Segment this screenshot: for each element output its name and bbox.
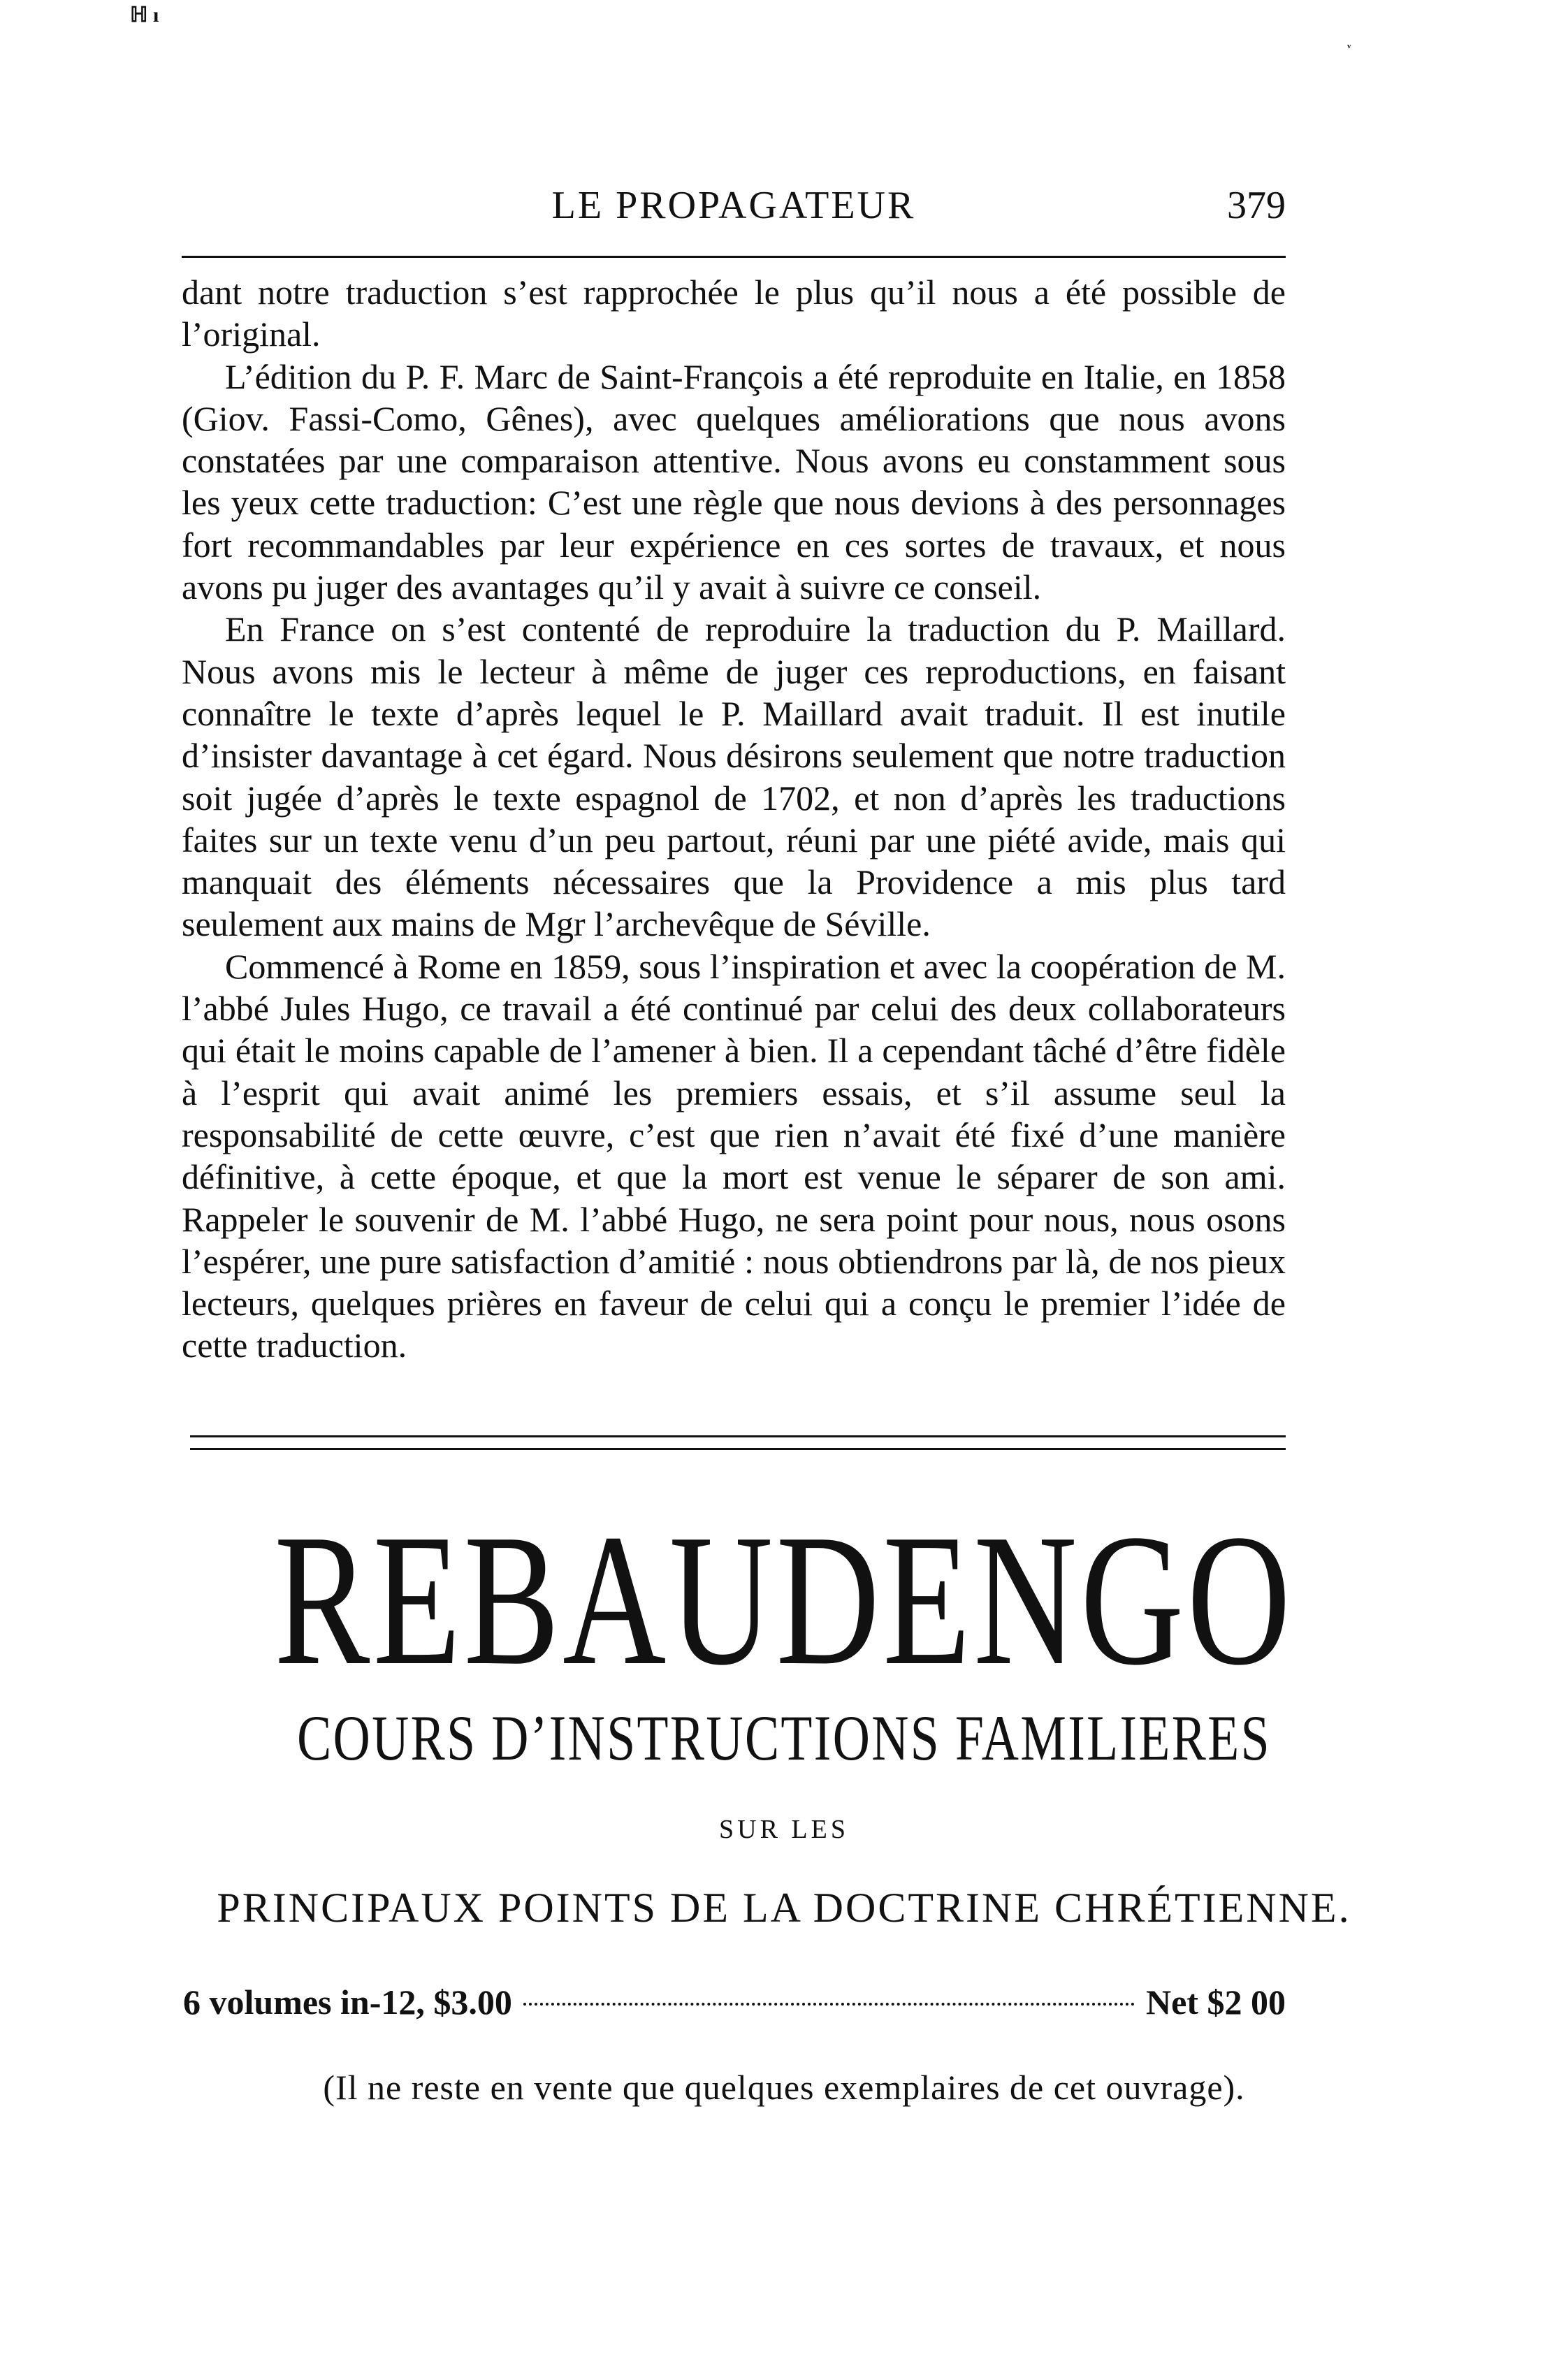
paragraph-3: En France on s’est contenté de reproduire la traduction du P. Maillard. Nous avons mis le lecteur à même de juger ces reproductions, en faisant connaître le texte d’après lequel le P. Maillard avait traduit. Il est inutile d’insister davantage à cet égard. Nous désirons seulement que notre traduction soit jugée d’après le texte espagnol de 1702, et non d’après les traductions faites sur un texte venu d’un peu partout, réuni par une piété avide, mais qui manquait des éléments nécessaires que la Providence a mis plus tard seulement aux mains de Mgr l’archevêque de Séville. [182, 609, 1286, 944]
paragraph-4: Commencé à Rome en 1859, sous l’inspiration et avec la coopération de M. l’abbé Jules Hugo, ce travail a été continué par celui des deux collaborateurs qui était le moins capable de l’amener à bien. Il a cependant tâché d’être fidèle à l’esprit qui avait animé les premiers essais, et s’il assume seul la responsabilité de cette œuvre, c’est que rien n’avait été fixé d’une manière définitive, à cette époque, et que la mort est venue le séparer de son ami. Rappeler le souvenir de M. l’abbé Hugo, ne sera point pour nous, nous osons l’espérer, une pure satisfaction d’amitié : nous obtiendrons par là, de nos pieux lecteurs, quelques prières en faveur de celui qui a conçu le premier l’idée de cette traduction. [182, 946, 1286, 1365]
section-divider-top [190, 1435, 1286, 1437]
paragraph-2: L’édition du P. F. Marc de Saint-François a été reproduite en Italie, en 1858 (Giov. Fassi-Como, Gênes), avec quelques améliorations que nous avons constatées par une comparaison attentive. Nous avons eu constamment sous les yeux cette traduction: C’est une règle que nous devions à des personnages fort recommandables par leur expérience en ces sortes de travaux, et nous avons pu juger des avantages qu’il y avait à suivre ce conseil. [182, 356, 1286, 607]
price-net: Net $2 00 [1146, 1982, 1286, 2022]
paragraph-1: dant notre traduction s’est rapprochée le plus qu’il nous a été possible de l’original. [182, 273, 1286, 354]
price-line [183, 1982, 1286, 2022]
advert-title: REBAUDENGO [274, 1495, 1294, 1704]
section-divider-bottom [190, 1448, 1286, 1450]
header-rule [182, 256, 1286, 258]
advert-sur-les: SUR LES [719, 1815, 849, 1844]
stock-note: (Il ne reste en vente que quelques exemplaires de cet ouvrage). [323, 2068, 1245, 2107]
running-title: LE PROPAGATEUR [551, 184, 916, 227]
corner-mark-left: ℍ ı [130, 3, 159, 27]
body-text [182, 271, 1286, 1367]
running-head [182, 183, 1286, 232]
advert-subtitle: COURS D’INSTRUCTIONS FAMILIERES [297, 1702, 1271, 1774]
advert-principaux: PRINCIPAUX POINTS DE LA DOCTRINE CHRÉTIENNE. [217, 1885, 1351, 1931]
corner-mark-right: ᵛ [1347, 41, 1351, 55]
price-leader-dots [523, 2003, 1135, 2006]
price-volumes: 6 volumes in-12, $3.00 [183, 1982, 512, 2022]
page-number: 379 [1227, 184, 1286, 227]
